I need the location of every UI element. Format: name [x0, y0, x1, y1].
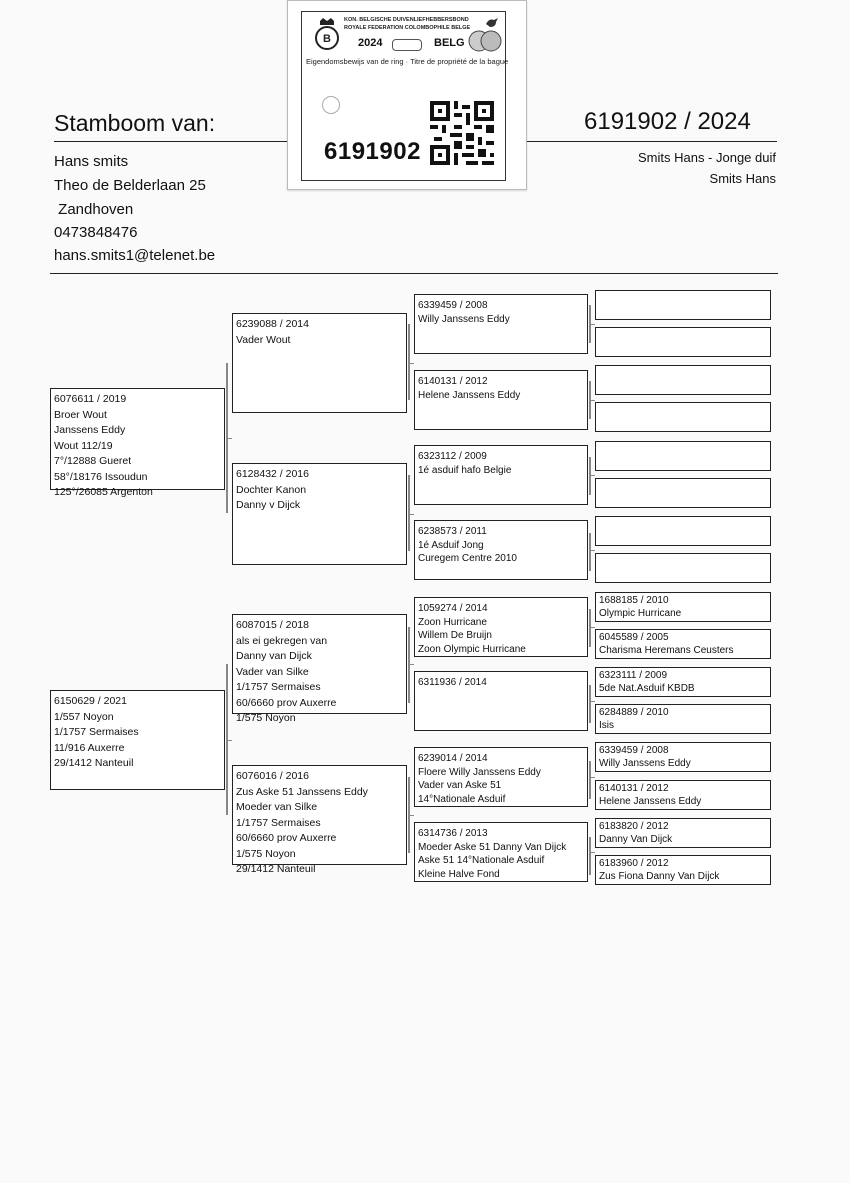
gen4-box-7 [595, 516, 771, 546]
gen3-box-5 [414, 597, 588, 657]
pedigree-line: 58°/18176 Issoudun [54, 470, 148, 483]
pedigree-connector [589, 550, 595, 551]
gen4-box-5 [595, 441, 771, 471]
sire-dam-box [232, 463, 407, 565]
pedigree-connector [589, 457, 591, 495]
pedigree-line: 1/1757 Sermaises [54, 726, 139, 738]
page-title: Stamboom van: [54, 110, 216, 136]
pedigree-line: 1/575 Noyon [236, 847, 296, 860]
pedigree-connector [408, 363, 414, 364]
pedigree-line: Charisma Heremans Ceusters [599, 644, 734, 656]
gen4-box-1 [595, 290, 771, 320]
pedigree-connector [226, 740, 232, 741]
pedigree-connector [408, 664, 414, 665]
pedigree-line: Broer Wout [54, 408, 107, 421]
pedigree-line: 11/916 Auxerre [54, 741, 125, 754]
pedigree-connector [589, 685, 591, 723]
pedigree-line: 1/575 Noyon [236, 712, 296, 724]
pedigree-line: 1/1757 Sermaises [236, 816, 321, 829]
gen4-box-15 [595, 818, 771, 848]
dam-sire-box [232, 614, 407, 724]
ring-number-text: 6239088 / 2014 [236, 318, 309, 330]
pedigree-line: 1/557 Noyon [54, 710, 114, 723]
ring-number-text: 6339459 / 2008 [418, 300, 488, 311]
pedigree-line: Helene Janssens Eddy [599, 795, 702, 807]
ring-number-text: 1059274 / 2014 [418, 603, 488, 614]
dam-box [50, 690, 225, 790]
pedigree-line: 29/1412 Nanteuil [54, 757, 134, 769]
pedigree-line: 60/6660 prov Auxerre [236, 696, 337, 709]
owner-city: Zandhoven [54, 201, 134, 218]
pedigree-line: Vader van Silke [236, 665, 309, 678]
pedigree-line: Curegem Centre 2010 [418, 553, 517, 564]
gen4-box-16 [595, 855, 771, 885]
gen3-box-2 [414, 370, 588, 430]
pedigree-connector [226, 438, 232, 439]
ring-number-text: 1688185 / 2010 [599, 595, 669, 606]
pedigree-line: Danny van Dijck [236, 650, 312, 662]
ring-number-text: 6076611 / 2019 [54, 393, 127, 405]
pedigree-line: 14°Nationale Asduif [418, 793, 506, 805]
ring-number-text: 6239014 / 2014 [418, 753, 488, 764]
pedigree-connector [589, 852, 595, 853]
ring-number-text: 6339459 / 2008 [599, 745, 669, 756]
pedigree-line: Zus Aske 51 Janssens Eddy [236, 785, 368, 798]
gen3-box-6 [414, 671, 588, 731]
pedigree-connector [589, 761, 591, 799]
pedigree-connector [408, 324, 410, 400]
ring-number-text: 6284889 / 2010 [599, 707, 669, 718]
pedigree-connector [408, 514, 414, 515]
owner-street: Theo de Belderlaan 25 [54, 177, 206, 194]
ring-number-text: 6140131 / 2012 [418, 376, 488, 387]
pedigree-line: Zoon Olympic Hurricane [418, 643, 526, 655]
dam-dam-box [232, 765, 407, 875]
owner-phone: 0473848476 [54, 224, 138, 241]
pedigree-line: Vader van Aske 51 [418, 780, 502, 791]
federation-name-nl: KON. BELGISCHE DUIVENLIEFHEBBERSBOND [344, 17, 469, 23]
pedigree-line: Isis [599, 719, 614, 731]
pedigree-line: Danny v Dijck [236, 499, 301, 511]
gen4-box-8 [595, 553, 771, 583]
pedigree-connector [589, 475, 595, 476]
pedigree-connector [589, 609, 591, 647]
ring-year: 2024 [358, 37, 383, 49]
pedigree-line: Vader Wout [236, 333, 291, 346]
gen3-box-3 [414, 445, 588, 505]
gen4-box-9 [595, 592, 771, 622]
pedigree-connector [589, 533, 591, 571]
pedigree-connector [408, 475, 410, 551]
ring-number-text: 6238573 / 2011 [418, 526, 487, 537]
gen4-box-10 [595, 629, 771, 659]
pedigree-line: Willem De Bruijn [418, 630, 492, 641]
pedigree-divider [50, 273, 778, 274]
breeder-name: Smits Hans [709, 171, 776, 186]
pedigree-line: 125°/26085 Argenton [54, 486, 153, 498]
qr-code-icon [430, 101, 494, 165]
pedigree-line: als ei gekregen van [236, 634, 328, 647]
pedigree-line: 5de Nat.Asduif KBDB [599, 682, 695, 694]
gen4-box-6 [595, 478, 771, 508]
ring-number-text: 6150629 / 2021 [54, 695, 127, 707]
gen3-box-8 [414, 822, 588, 882]
ring-number: 6191902 [324, 138, 421, 165]
pedigree-line: 1é Asduif Jong [418, 539, 484, 551]
gen4-box-13 [595, 742, 771, 772]
globe-icon [468, 28, 502, 54]
ring-number-text: 6045589 / 2005 [599, 632, 669, 643]
pedigree-line: 60/6660 prov Auxerre [236, 832, 337, 844]
header-divider-left [54, 141, 287, 142]
pedigree-line: Kleine Halve Fond [418, 868, 500, 880]
pedigree-line: 1/1757 Sermaises [236, 681, 321, 693]
svg-text:B: B [323, 33, 331, 45]
owner-email: hans.smits1@telenet.be [54, 247, 216, 264]
gen3-box-7 [414, 747, 588, 807]
gen4-box-3 [595, 365, 771, 395]
ring-number-text: 6140131 / 2012 [599, 783, 669, 794]
pedigree-line: 7°/12888 Gueret [54, 455, 132, 467]
ring-number-text: 6183820 / 2012 [599, 821, 669, 832]
ring-number-text: 6128432 / 2016 [236, 468, 309, 480]
ring-emblem-icon [392, 39, 422, 51]
card-hole [322, 96, 340, 114]
ring-number-text: 6183960 / 2012 [599, 858, 669, 869]
ring-number-text: 6323112 / 2009 [418, 451, 487, 462]
pedigree-connector [589, 324, 595, 325]
ring-number-text: 6311936 / 2014 [418, 677, 487, 688]
pigeon-icon [484, 15, 500, 29]
gen3-box-1 [414, 294, 588, 354]
ring-number-text: 6323111 / 2009 [599, 670, 668, 681]
pedigree-line: Zoon Hurricane [418, 616, 487, 628]
owner-name: Hans smits [54, 153, 129, 170]
ring-certificate-frame [301, 11, 509, 181]
pedigree-line: Janssens Eddy [54, 424, 126, 436]
bird-description: Smits Hans - Jonge duif [637, 150, 776, 165]
ring-number-text: 6314736 / 2013 [418, 828, 488, 839]
pedigree-line: Moeder van Silke [236, 801, 318, 813]
pedigree-connector [589, 777, 595, 778]
pedigree-connector [408, 627, 410, 703]
pedigree-line: 29/1412 Nanteuil [236, 863, 316, 875]
sire-sire-box [232, 313, 407, 413]
ring-country: BELG [434, 37, 465, 49]
pedigree-line: Zus Fiona Danny Van Dijck [599, 870, 720, 882]
ring-certificate-card [287, 0, 527, 190]
federation-name-fr: ROYALE FEDERATION COLOMBOPHILE BELGE [344, 25, 471, 31]
ring-number-text: 6087015 / 2018 [236, 619, 309, 631]
pedigree-line: Aske 51 14°Nationale Asduif [418, 855, 545, 866]
federation-crest-icon [314, 17, 340, 53]
gen4-box-11 [595, 667, 771, 697]
pedigree-connector [589, 701, 595, 702]
pedigree-line: Danny Van Dijck [599, 833, 673, 845]
pedigree-connector [408, 815, 414, 816]
ring-title: 6191902 / 2024 [584, 108, 751, 135]
pedigree-line: Willy Janssens Eddy [599, 757, 691, 769]
header-divider-right [527, 141, 777, 142]
pedigree-line: Moeder Aske 51 Danny Van Dijck [418, 841, 567, 853]
gen4-box-4 [595, 402, 771, 432]
pedigree-connector [589, 400, 595, 401]
pedigree-line: Wout 112/19 [54, 439, 113, 452]
pedigree-line: Olympic Hurricane [599, 607, 682, 619]
gen3-box-4 [414, 520, 588, 580]
pedigree-line: Dochter Kanon [236, 483, 307, 496]
pedigree-line: Willy Janssens Eddy [418, 313, 510, 325]
pedigree-connector [589, 837, 591, 875]
gen4-box-12 [595, 704, 771, 734]
ring-number-text: 6076016 / 2016 [236, 770, 309, 782]
pedigree-line: 1é asduif hafo Belgie [418, 464, 512, 476]
sire-box [50, 388, 225, 498]
gen4-box-2 [595, 327, 771, 357]
ring-card-subtitle: Eigendomsbewijs van de ring · Titre de propriété de la bague [306, 57, 509, 66]
pedigree-connector [589, 627, 595, 628]
pedigree-line: Helene Janssens Eddy [418, 389, 521, 401]
gen4-box-14 [595, 780, 771, 810]
pedigree-line: Floere Willy Janssens Eddy [418, 766, 541, 778]
